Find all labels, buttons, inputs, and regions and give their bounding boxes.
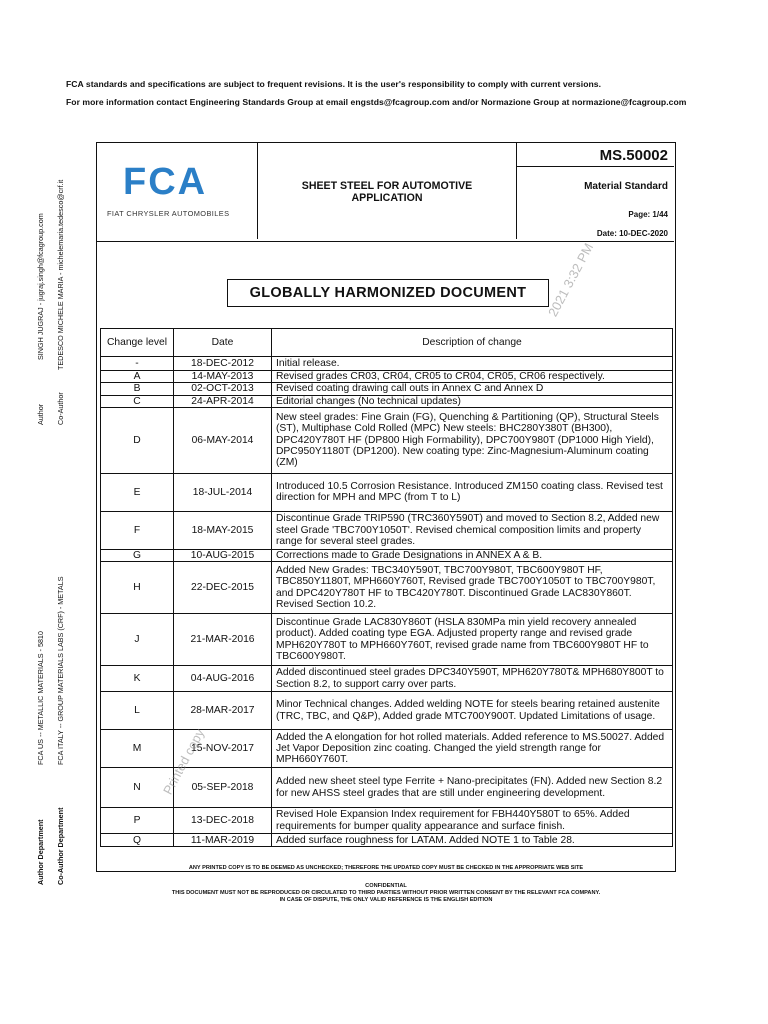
date-cell: 28-MAR-2017 [174,692,272,730]
standard-type: Material Standard [584,181,668,192]
description-cell: Revised Hole Expansion Index requirement for FBH440Y580T to 65%. Added requirements for bumper quality appearance and surface finish. [272,808,673,834]
date-cell: 24-APR-2014 [174,395,272,407]
change-level-cell: E [101,473,174,511]
table-header-row [101,329,673,357]
header-change-level: Change level [101,329,174,357]
change-level-cell: - [101,357,174,371]
date-cell: 05-SEP-2018 [174,768,272,808]
description-cell: Added the A elongation for hot rolled materials. Added reference to MS.50027. Added Jet Vapor Deposition zinc coating. Changed the yield strength range for MPH660Y760T. [272,730,673,768]
author-dept-label: Author Department [36,819,45,885]
description-cell: Discontinue Grade TRIP590 (TRC360Y590T) and moved to Section 8.2, Added new steel Grade 'TBC700Y1050T'. Revised chemical composition limits and property range for several steel grades. [272,511,673,549]
title-line-1: SHEET STEEL FOR AUTOMOTIVE [301,180,473,192]
change-level-cell: N [101,768,174,808]
globally-harmonized-banner: GLOBALLY HARMONIZED DOCUMENT [227,279,549,307]
change-level-cell: B [101,383,174,395]
table-row [101,768,673,808]
table-row [101,614,673,666]
date-cell: 22-DEC-2015 [174,562,272,614]
description-cell: Introduced 10.5 Corrosion Resistance. Introduced ZM150 coating class. Revised test direction for MPH and MPC (from T to L) [272,473,673,511]
title-line-2: APPLICATION [351,192,423,204]
document-title [258,143,517,239]
description-cell: Added New Grades: TBC340Y590T, TBC700Y980T, TBC600Y980T HF, TBC850Y1180T, MPH660Y760T, Revised grade TBC700Y1050T to TBC700Y980T, and DPC420Y780T HF to TBC420Y780T. Discontinued Grade LAC830Y860T. Revised Section 10.2. [272,562,673,614]
change-level-cell: C [101,395,174,407]
coauthor-label: Co-Author [56,392,65,425]
description-cell: Added surface roughness for LATAM. Added NOTE 1 to Table 28. [272,834,673,847]
coauthor-dept-label: Co-Author Department [56,807,65,885]
table-row [101,511,673,549]
document-header [97,143,674,242]
header-description: Description of change [272,329,673,357]
issue-date: Date: 10-DEC-2020 [596,229,668,238]
change-level-cell: J [101,614,174,666]
description-cell: Added new sheet steel type Ferrite + Nano-precipitates (FN). Added new Section 8.2 for new AHSS steel grades that are still under engineering development. [272,768,673,808]
table-row [101,473,673,511]
table-row [101,808,673,834]
change-level-cell: A [101,371,174,383]
change-level-cell: K [101,666,174,692]
date-cell: 10-AUG-2015 [174,549,272,561]
header-date: Date [174,329,272,357]
revision-notice: FCA standards and specifications are subject to frequent revisions. It is the user's responsibility to comply with current versions. [66,79,602,89]
table-row [101,371,673,383]
table-row [101,383,673,395]
confidential-notice [96,883,676,904]
printed-copy-notice: ANY PRINTED COPY IS TO BE DEEMED AS UNCHECKED; THEREFORE THE UPDATED COPY MUST BE CHECKED IN THE APPROPRIATE WEB SITE [188,865,584,871]
change-level-cell: H [101,562,174,614]
coauthor-value: TEDESCO MICHELE MARIA - michelemaria.tedesco@crf.it [56,179,65,370]
date-cell: 18-MAY-2015 [174,511,272,549]
watermark-timestamp: 2021 3:32 PM [545,240,597,320]
confidential-label: CONFIDENTIAL [365,883,407,889]
change-level-cell: G [101,549,174,561]
change-level-cell: F [101,511,174,549]
table-row [101,562,673,614]
coauthor-dept-value: FCA ITALY -- GROUP MATERIALS LABS (CRF) - METALS [56,576,65,765]
table-row [101,549,673,561]
description-cell: Editorial changes (No technical updates) [272,395,673,407]
date-cell: 21-MAR-2016 [174,614,272,666]
date-cell: 06-MAY-2014 [174,407,272,473]
header-info [517,143,674,239]
author-value: SINGH JUGRAJ - jugraj.singh@fcagroup.com [36,213,45,360]
table-row [101,395,673,407]
description-cell: Minor Technical changes. Added welding NOTE for steels bearing retained austenite (TRC, TBC, and Q&P), Added grade MTC700Y900T. Updated Limitations of usage. [272,692,673,730]
date-cell: 02-OCT-2013 [174,383,272,395]
date-cell: 11-MAR-2019 [174,834,272,847]
author-dept-value: FCA US -- METALLIC MATERIALS - 5810 [36,631,45,765]
date-cell: 15-NOV-2017 [174,730,272,768]
table-row [101,357,673,371]
change-level-cell: L [101,692,174,730]
change-level-cell: Q [101,834,174,847]
change-level-cell: D [101,407,174,473]
date-cell: 14-MAY-2013 [174,371,272,383]
description-cell: Initial release. [272,357,673,371]
table-row [101,834,673,847]
logo-subtitle: FIAT CHRYSLER AUTOMOBILES [107,209,230,218]
description-cell: Revised coating drawing call outs in Annex C and Annex D [272,383,673,395]
dispute-notice: IN CASE OF DISPUTE, THE ONLY VALID REFERENCE IS THE ENGLISH EDITION [279,897,493,903]
reproduction-notice: THIS DOCUMENT MUST NOT BE REPRODUCED OR CIRCULATED TO THIRD PARTIES WITHOUT PRIOR WRITTEN CONSENT BY THE RELEVANT FCA COMPANY. [171,890,601,896]
page-number: Page: 1/44 [628,210,668,219]
date-cell: 13-DEC-2018 [174,808,272,834]
standard-number: MS.50002 [517,143,674,167]
description-cell: Corrections made to Grade Designations in ANNEX A & B. [272,549,673,561]
description-cell: Discontinue Grade LAC830Y860T (HSLA 830MPa min yield recovery annealed product). Added coating type EGA. Adjusted property range and revised grade MPH620Y780T to MPH660Y760T, revised grade name from TBC600Y980T HF to TBC600Y980T. [272,614,673,666]
author-label: Author [36,403,45,425]
change-level-cell: M [101,730,174,768]
date-cell: 18-DEC-2012 [174,357,272,371]
change-level-cell: P [101,808,174,834]
date-cell: 18-JUL-2014 [174,473,272,511]
contact-notice: For more information contact Engineering Standards Group at email engstds@fcagroup.com and/or Normazione Group at normazione@fcagroup.com [66,97,687,107]
logo-wordmark: FCA [123,161,208,203]
date-cell: 04-AUG-2016 [174,666,272,692]
description-cell: Revised grades CR03, CR04, CR05 to CR04, CR05, CR06 respectively. [272,371,673,383]
description-cell: Added discontinued steel grades DPC340Y590T, MPH620Y780T& MPH680Y800T to Section 8.2, to support carry over parts. [272,666,673,692]
watermark-printed: Printed copy [160,726,208,798]
table-row [101,692,673,730]
fca-logo [97,143,258,239]
table-row [101,666,673,692]
table-row [101,407,673,473]
description-cell: New steel grades: Fine Grain (FG), Quenching & Partitioning (QP), Structural Steels (ST), Multiphase Cold Rolled (MPC) New steels: BHC280Y380T (BH300), DPC420Y780T HF (DP800 High Formability), DPC700Y980T (DP1000 High Yield), DPC950Y1180T (DP1200). New coating type: Zinc-Magnesium-Aluminum coating (ZM) [272,407,673,473]
